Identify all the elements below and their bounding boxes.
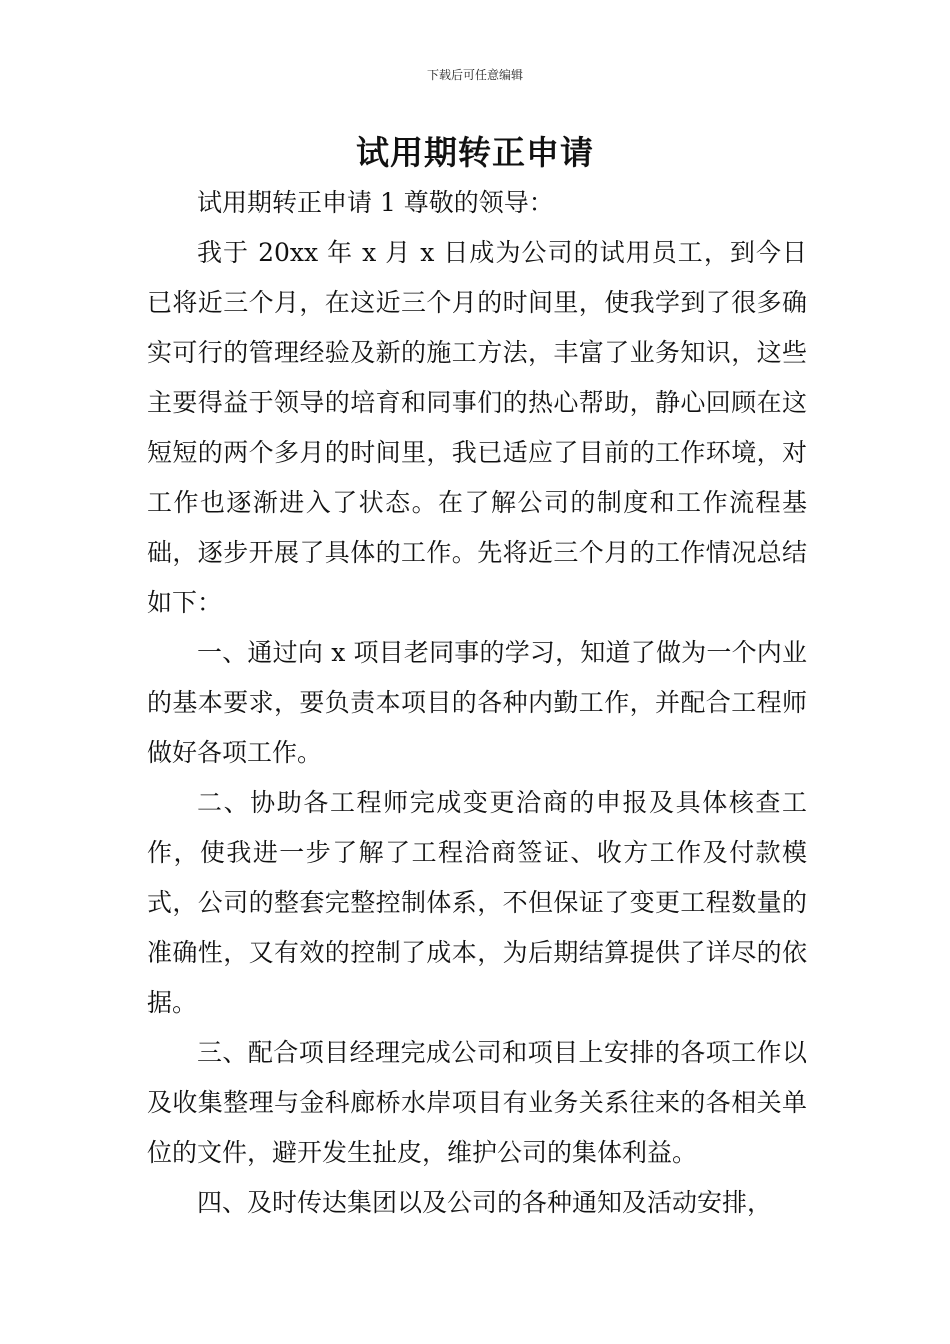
header-note: 下载后可任意编辑	[426, 68, 523, 82]
paragraph-item-3: 三、配合项目经理完成公司和项目上安排的各项工作以及收集整理与金科廊桥水岸项目有业务关系往来的各相关单位的文件，避开发生扯皮，维护公司的集体利益。	[147, 1038, 807, 1167]
paragraph-item-1: 一、通过向 x 项目老同事的学习，知道了做为一个内业的基本要求，要负责本项目的各种内勤工作，并配合工程师做好各项工作。	[147, 638, 807, 767]
paragraph-intro: 我于 20xx 年 x 月 x 日成为公司的试用员工，到今日已将近三个月，在这近三个月的时间里，使我学到了很多确实可行的管理经验及新的施工方法，丰富了业务知识，这些主要得益于领导的培育和同事们的热心帮助，静心回顾在这短短的两个多月的时间里，我已适应了目前的工作环境，对工作也逐渐进入了状态。在了解公司的制度和工作流程基础，逐步开展了具体的工作。先将近三个月的工作情况总结如下：	[147, 238, 807, 617]
document-title: 试用期转正申请	[356, 133, 594, 172]
paragraph-salutation: 试用期转正申请 1 尊敬的领导：	[197, 188, 554, 217]
paragraph-item-2: 二、协助各工程师完成变更洽商的申报及具体核查工作，使我进一步了解了工程洽商签证、收方工作及付款模式，公司的整套完整控制体系，不但保证了变更工程数量的准确性，又有效的控制了成本，为后期结算提供了详尽的依据。	[147, 788, 807, 1017]
paragraph-item-4: 四、及时传达集团以及公司的各种通知及活动安排，	[197, 1188, 773, 1217]
document-body	[147, 178, 807, 1228]
